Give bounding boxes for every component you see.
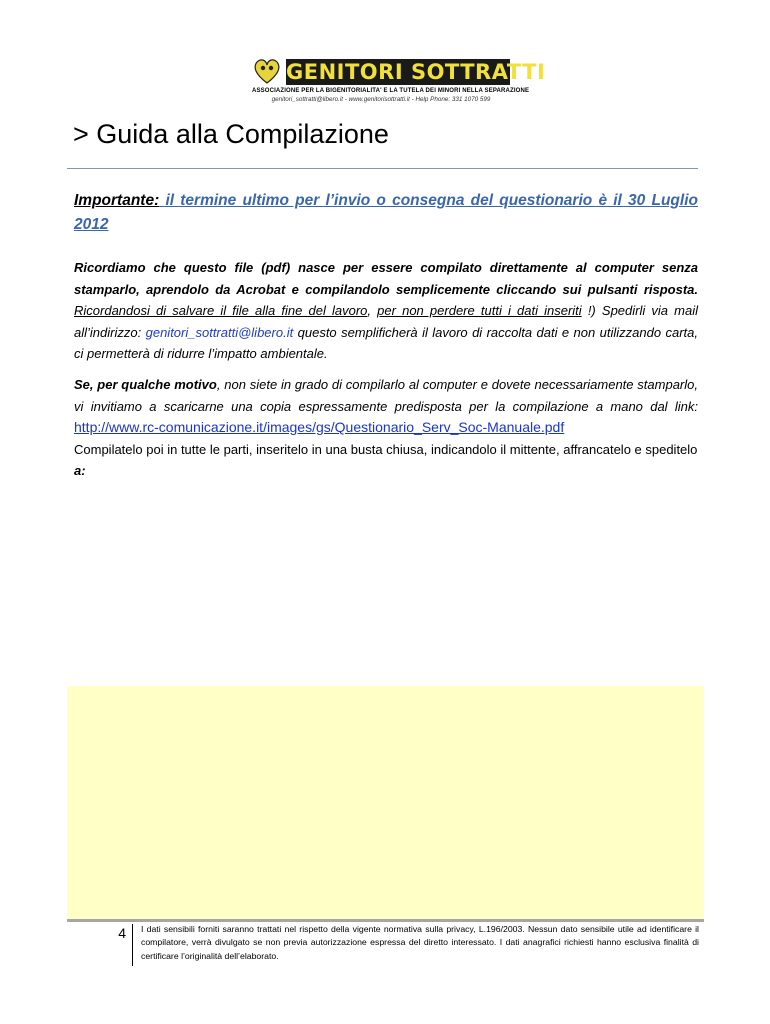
- logo-contacts: genitori_sottratti@libero.it - www.genitorisottratti.it - Help Phone: 331 1070 599: [271, 96, 491, 103]
- title-divider: [67, 168, 698, 169]
- manual-download-link[interactable]: http://www.rc-comunicazione.it/images/gs/Questionario_Serv_Soc-Manuale.pdf: [74, 419, 565, 435]
- deadline-date: è il 30 Luglio 2012: [74, 192, 698, 233]
- page-number: 4: [118, 925, 126, 941]
- deadline-text: il termine ultimo per l’invio o consegna del questionario: [159, 192, 599, 209]
- logo-tagline: ASSOCIAZIONE PER LA BIGENITORIALITA' E LA TUTELA DEI MINORI NELLA SEPARAZIONE: [252, 88, 530, 94]
- instructions-bold: Ricordiamo che questo file (pdf) nasce per essere compilato direttamente al computer senza stamparlo, aprendolo da Acrobat e compilandolo semplicemente cliccando sui pulsanti risposta.: [74, 260, 698, 297]
- association-logo: [252, 56, 546, 106]
- separator-text: ,: [367, 303, 378, 318]
- manual-intro-text: , non siete in grado di compilarlo al computer e dovete necessariamente stamparlo, vi invitiamo a scaricarne una copia espressamente predisposta per la compilazione a mano dal link:: [74, 377, 698, 414]
- logo-name: GENITORI SOTTRATTI: [286, 60, 546, 84]
- save-reminder: Ricordandosi di salvare il file alla fine del lavoro: [74, 303, 368, 318]
- mail-instruction: !) Spedirli via mail all’indirizzo:: [74, 303, 698, 340]
- email-address[interactable]: genitori_sottratti@libero.it: [145, 324, 294, 340]
- address-box: [67, 686, 704, 919]
- importante-label: Importante:: [74, 192, 160, 209]
- page-title: > Guida alla Compilazione: [73, 119, 389, 149]
- manual-instructions-paragraph: [74, 374, 698, 482]
- data-loss-warning: per non perdere tutti i dati inseriti: [377, 303, 582, 318]
- mailing-instructions: Compilatelo poi in tutte le parti, inseritelo in una busta chiusa, indicandolo il mittente, affrancatelo e speditelo: [74, 441, 698, 457]
- manual-intro-bold: Se, per qualche motivo: [74, 377, 217, 392]
- instructions-paragraph: [74, 257, 698, 365]
- footer-separator: [132, 924, 133, 966]
- deadline-notice: [74, 189, 698, 237]
- heart-icon: [252, 56, 282, 86]
- footer-divider: [67, 919, 704, 922]
- privacy-note: I dati sensibili forniti saranno trattati nel rispetto della vigente normativa sulla privacy, L.196/2003. Nessun dato sensibile utile ad identificare il compilatore, verrà divulgato se non previa autorizzazione espressa del diretto interessato. I dati anagrafici richiesti hanno esclusiva finalità di certificare l’originalità dell’elaborato.: [141, 924, 699, 961]
- mailing-colon: a:: [74, 463, 86, 478]
- environment-note: questo semplificherà il lavoro di raccolta dati e non utilizzando carta, ci permetterà di ridurre l’impatto ambientale.: [74, 324, 698, 361]
